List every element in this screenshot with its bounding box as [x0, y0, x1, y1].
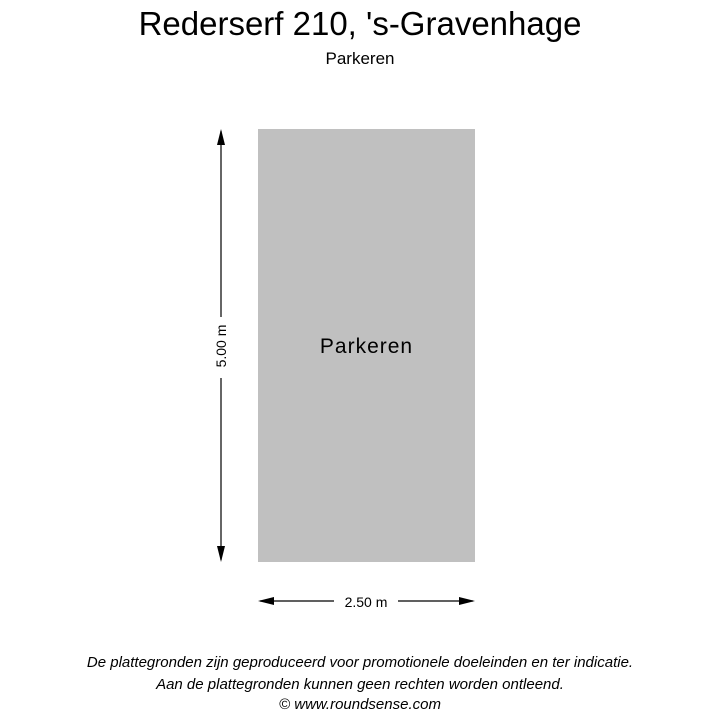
disclaimer-line-1: De plattegronden zijn geproduceerd voor promotionele doeleinden en ter indicatie.: [86, 654, 634, 671]
width-dimension-label: 2.50 m: [344, 594, 388, 610]
page-subtitle: Parkeren: [325, 49, 395, 68]
height-dimension-label: 5.00 m: [213, 324, 229, 368]
arrow-left-icon: [258, 597, 274, 605]
disclaimer-line-2: Aan de plattegronden kunnen geen rechten worden ontleend.: [156, 676, 564, 693]
room-label: Parkeren: [319, 335, 414, 358]
arrow-up-icon: [217, 129, 225, 145]
arrow-right-icon: [459, 597, 475, 605]
page-title: Rederserf 210, 's-Gravenhage: [138, 5, 582, 42]
arrow-down-icon: [217, 546, 225, 562]
copyright-link[interactable]: © www.roundsense.com: [279, 696, 441, 713]
